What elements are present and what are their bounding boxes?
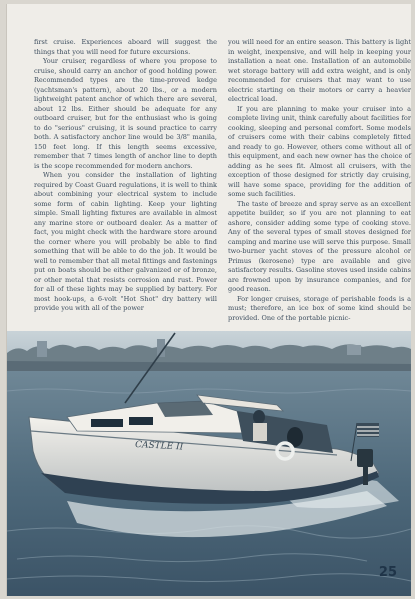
paragraph: For longer cruises, storage of perishable foods is a must; therefore, an ice box of some kind should be provided. One of the portable picnic- — [228, 294, 411, 322]
cabin-cruiser-photo — [7, 331, 411, 596]
paragraph: first cruise. Experiences aboard will suggest the things that you will need for future excursions. — [34, 38, 217, 56]
page-number: 25 — [378, 565, 397, 580]
paragraph: you will need for an entire season. This battery is light in weight, inexpensive, and will help in keeping your installation a neat one. Installation of an automobile wet storage battery will add extra weight, and is only recommended for cruisers that may want to use electric starting on their motors or carry a heavier electrical load. — [228, 38, 411, 104]
text-column-left — [34, 38, 217, 314]
text-column-right — [228, 38, 411, 323]
paragraph: When you consider the installation of lighting required by Coast Guard regulations, it is well to think about combining your electrical system to include some form of cabin lighting. Keep your lighting simple. Small lighting fixtures are available in almost any marine store or outboard dealer. As a matter of fact, you might check with the hardware store around the corner where you will probably be able to find something that will be able to do the job. It would be well to remember that all metal fittings and fastenings put on boats should be either galvanized or of bronze, or other metal that resists corrosion and rust. Power for all of these lights may be supplied by battery. For most hook-ups, a 6-volt "Hot Shot" dry battery will provide you with all of the power — [34, 171, 217, 313]
paragraph: The taste of breeze and spray serve as an excellent appetite builder, so if you are not planning to eat ashore, consider adding some type of cooking stove. Any of the several types of small stoves designed for camping and marine use will serve this purpose. Small two-burner yacht stoves of the pressure alcohol or Primus (kerosene) type are available and give satisfactory results. Gasoline stoves used inside cabins are frowned upon by insurance companies, and for good reason. — [228, 199, 411, 294]
paragraph: Your cruiser, regardless of where you propose to cruise, should carry an anchor of good holding power. Recommended types are the time-proved kedge (yachtsman's pattern), about 20 lbs., or a modern lightweight patent anchor of which there are several, about 12 lbs. Either should be adequate for any outboard cruiser, but for the enthusiast who is going to do "serious" cruising, it is sound practice to carry both. A satisfactory anchor line would be 3/8" manila, 150 feet long. If this length seems excessive, remember that 7 times length of anchor line to depth is the scope recommended for modern anchors. — [34, 57, 217, 170]
hull-name-label: CASTLE II — [134, 440, 184, 453]
paragraph: If you are planning to make your cruiser into a complete living unit, think carefully about facilities for cooking, sleeping and personal comfort. Some models of cruisers come with their cabins completely fitted and ready to go. However, others come without all of this equipment, and each new owner has the choice of adding as he sees fit. Almost all cruisers, with the exception of those designed for strictly day cruising, will have some space, providing for the addition of some such facilities. — [228, 104, 411, 199]
magazine-page — [6, 4, 411, 596]
